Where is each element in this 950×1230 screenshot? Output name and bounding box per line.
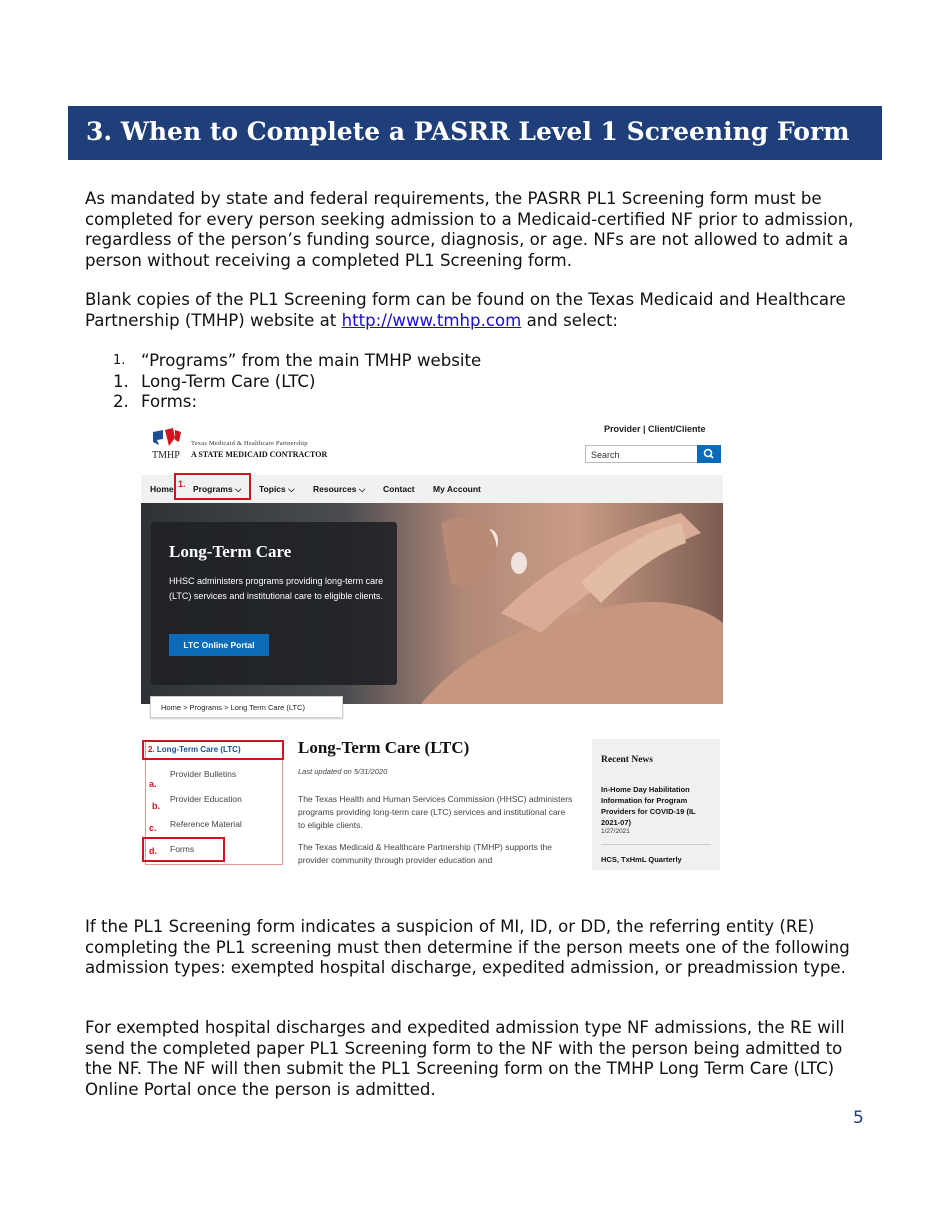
steps-list [113, 351, 481, 413]
side-item-provider-bulletins: Provider Bulletins [170, 769, 237, 779]
main-paragraph-1: The Texas Health and Human Services Commission (HHSC) administers programs providing long-term care (LTC) services and institutional care to eligible clients. [298, 794, 573, 830]
list-item [113, 392, 481, 413]
list-item [113, 351, 481, 372]
side-menu-heading-label: Long-Term Care (LTC) [156, 745, 241, 754]
news-item: HCS, TxHmL Quarterly [601, 855, 682, 864]
section-banner [68, 106, 882, 160]
hands-image [381, 503, 723, 704]
side-item-reference-material: Reference Material [170, 819, 242, 829]
recent-news-title: Recent News [601, 755, 653, 765]
marker-1: 1. [178, 479, 186, 489]
search-button [697, 445, 721, 463]
main-paragraph-2: The Texas Medicaid & Healthcare Partnership (TMHP) supports the provider community through provider education and [298, 842, 553, 865]
main-title: Long-Term Care (LTC) [298, 738, 470, 757]
search-input: Search [585, 445, 697, 463]
forms-location-text-end: and select: [521, 310, 618, 330]
breadcrumb: Home > Programs > Long Term Care (LTC) [150, 696, 343, 718]
hero-card [151, 522, 397, 685]
news-date: 1/27/2021 [601, 828, 630, 835]
nav-contact: Contact [383, 484, 415, 494]
last-updated: Last updated on 5/31/2020 [298, 767, 388, 776]
utility-links: Provider | Client/Cliente [604, 424, 706, 434]
marker-b: b. [152, 801, 160, 811]
tmhp-logo-icon [151, 428, 183, 448]
hero-description: HHSC administers programs providing long-term care (LTC) services and institutional care to eligible clients. [169, 576, 384, 601]
forms-highlight-box [142, 837, 225, 862]
marker-c: c. [149, 823, 157, 833]
divider [601, 844, 711, 845]
logo-abbr: TMHP [152, 450, 180, 461]
forms-location-text: Blank copies of the PL1 Screening form can be found on the Texas Medicaid and Healthcare Partnership (TMHP) website at [85, 290, 846, 330]
marker-d: d. [149, 846, 157, 856]
list-item [113, 372, 481, 393]
search-icon [697, 445, 721, 463]
step-number: 2. [113, 392, 129, 412]
hero-banner [141, 503, 723, 704]
tmhp-link[interactable]: http://www.tmhp.com [341, 310, 522, 330]
marker-2: 2. [148, 745, 155, 754]
programs-highlight-box [174, 473, 251, 500]
ltc-online-portal-button: LTC Online Portal [169, 634, 269, 656]
step-number: 1. [113, 371, 129, 391]
side-item-forms: Forms [170, 844, 195, 854]
intro-paragraph: As mandated by state and federal requirements, the PASRR PL1 Screening form must be completed for every person seeking admission to a Medicaid-certified NF prior to admission, regardless of the person’s funding source, diagnosis, or age. NFs are not allowed to admit a person without receiving a completed PL1 Screening form. [85, 189, 854, 270]
forms-location-paragraph [85, 290, 870, 331]
hero-title: Long-Term Care [169, 542, 292, 561]
nav-my-account: My Account [433, 484, 481, 494]
marker-a: a. [149, 779, 157, 789]
step-text: “Programs” from the main TMHP website [141, 351, 482, 370]
step-number: 1. [113, 353, 126, 368]
nav-topics: Topics ⌵ [259, 484, 295, 494]
page-number: 5 [853, 1108, 864, 1128]
side-item-provider-education: Provider Education [170, 794, 242, 804]
tmhp-website-screenshot [141, 420, 723, 870]
nav-resources: Resources ⌵ [313, 484, 366, 494]
section-heading: 3. When to Complete a PASRR Level 1 Screening Form [86, 117, 850, 146]
nav-home: Home [150, 484, 174, 494]
logo-tagline: A STATE MEDICAID CONTRACTOR [191, 450, 328, 459]
nav-programs: Programs ⌵ [193, 484, 242, 494]
recent-news-panel [592, 739, 720, 870]
suspicion-paragraph: If the PL1 Screening form indicates a suspicion of MI, ID, or DD, the referring entity (RE) completing the PL1 screening must then determine if the person meets one of the following admission types: exempted hospital discharge, expedited admission, or preadmission type. [85, 917, 850, 978]
step-text: Long-Term Care (LTC) [141, 371, 316, 391]
admission-paragraph: For exempted hospital discharges and expedited admission type NF admissions, the RE will send the completed paper PL1 Screening form to the NF with the person being admitted to the NF. The NF will then submit the PL1 Screening form on the TMHP Long Term Care (LTC) Online Portal once the person is admitted. [85, 1018, 845, 1099]
side-menu-heading [142, 740, 284, 760]
step-text: Forms: [141, 392, 198, 412]
logo-name: Texas Medicaid & Healthcare Partnership [191, 440, 308, 447]
news-item: In-Home Day Habilitation Information for Program Providers for COVID-19 (IL 2021-07) [601, 785, 696, 827]
